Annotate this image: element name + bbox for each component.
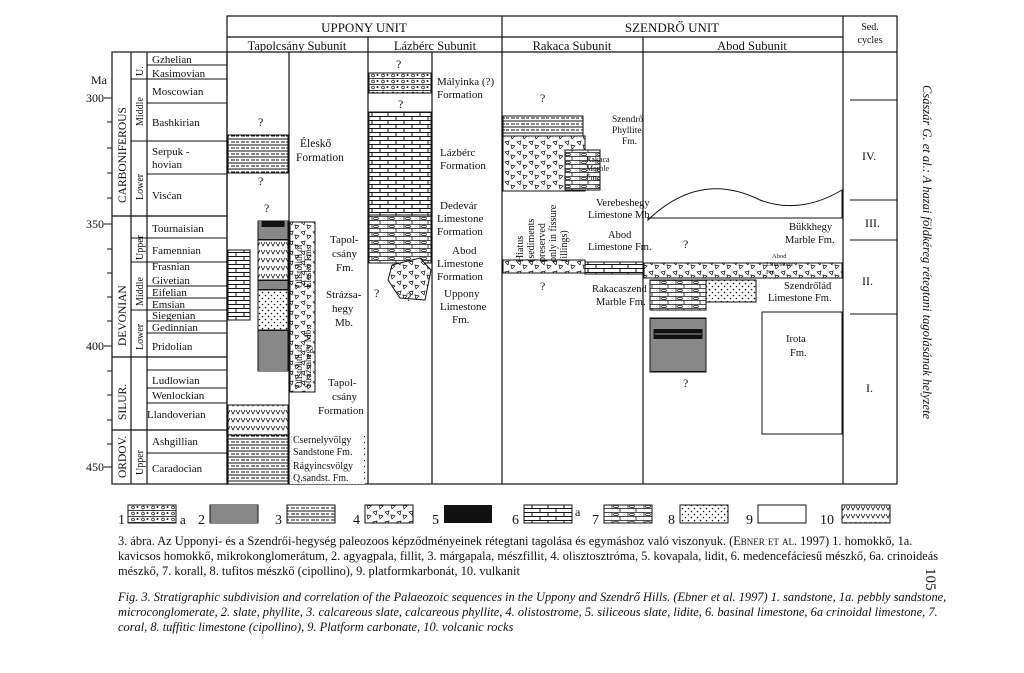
- legend: [118, 505, 890, 528]
- abod-lz-1: Abod: [452, 245, 477, 257]
- cycles-label: cycles: [857, 35, 883, 46]
- legend-swatch-5: [444, 505, 492, 523]
- szlad-1: Szendrőlád: [784, 281, 832, 292]
- q-tap-2: ?: [258, 174, 264, 188]
- caption-hu-legend: 1. homokkő, 1a. kavicsos homokkő, mikrokonglomerátum, 2. agyagpala, fillit, 3. márgapala, mészfillit, 4. olisztosztróma, 5. kovapala, lidit, 6. medencefáciesű mészkő, 6a. crinoideás mészkő, 7. korall, 8. tufitos mészkő (cipollino), 9. platformkarbonát, 10. vulkanit: [118, 534, 939, 578]
- vereb-2: Limestone Mb.: [588, 210, 653, 221]
- q-laz-1: ?: [396, 57, 402, 71]
- szphyl-3: Fm.: [622, 137, 638, 147]
- lazberc-fm-2: Formation: [440, 160, 486, 172]
- tapolcsany2-1: Tapol-: [328, 377, 357, 389]
- rakmarb-1: Rakaca: [586, 155, 610, 164]
- dedevar-1: Dedevár: [440, 200, 478, 212]
- legend-swatch-3: [287, 505, 335, 523]
- cycle-i: I.: [866, 381, 873, 395]
- rakasz-2: Marble Fm.: [596, 297, 646, 308]
- lazberc-fm-1: Lázbérc: [440, 147, 476, 159]
- szphyl-2: Phyllite: [612, 126, 642, 136]
- stage-pridolian: Pridolian: [152, 341, 193, 353]
- q-abod-2: ?: [683, 376, 689, 390]
- szendro-unit-title: SZENDRŐ UNIT: [624, 20, 720, 35]
- abodfm-1: Abod: [608, 230, 632, 241]
- cycle-iii: III.: [865, 216, 880, 230]
- tapolcsany-fm-1: Tapol-: [330, 234, 359, 246]
- legend-swatch-10: [842, 505, 890, 523]
- legend-num-3: 3: [275, 513, 282, 528]
- stage-llandoverian: Llandoverian: [147, 409, 206, 421]
- uppony-unit-title: UPPONY UNIT: [321, 20, 407, 35]
- stage-famennian: Famennian: [152, 245, 201, 257]
- ragy-1: Rágyincsvölgy: [293, 461, 353, 472]
- ragy-2: Q.sandst. Fm.: [293, 473, 349, 484]
- age-350: 350: [86, 217, 104, 231]
- series-u: U.: [135, 66, 146, 76]
- legend-num-5: 5: [432, 513, 439, 528]
- strazsa-2: hegy: [332, 303, 354, 315]
- malyinka-1: Mályinka (?): [437, 76, 495, 88]
- bukk-2: Marble Fm.: [785, 235, 835, 246]
- page-number: 105: [922, 568, 938, 591]
- caption-english: Fig. 3. Stratigraphic subdivision and correlation of the Palaeozoic sequences in the Uppony and Szendrő Hills. (Ebner et al. 1997) 1. sandstone, 1a. pebbly sandstone, microconglomerate, 2. slate, phyllite, 3. calcareous slate, calcareous phyllite, 4. olistostrome, 5. siliceous slate, lidite, 6. basinal limestone, 6a crinoidal limestone, 7. coral, 8. tuffitic limestone (cipollino), 9. Platform carbonate, 10. volcanic rocks: [118, 590, 947, 634]
- stage-tournaisian: Tournaisian: [152, 223, 204, 235]
- rakasz-1: Rakacaszend: [592, 284, 647, 295]
- q-rak-1: ?: [540, 91, 546, 105]
- stage-bashkirian: Bashkirian: [152, 117, 200, 129]
- szphyl-1: Szendrő: [612, 115, 644, 125]
- legend-num-1a: a: [180, 512, 186, 527]
- stage-gedinnian: Gedinnian: [152, 322, 198, 334]
- running-header: [920, 85, 952, 465]
- olist-strazsa-1: Olistolith of: [294, 344, 304, 388]
- stage-kasimovian: Kasimovian: [152, 68, 206, 80]
- legend-num-6: 6: [512, 513, 519, 528]
- stage-siegenian: Siegenian: [152, 310, 196, 322]
- vereb-1: Verebeshegy: [596, 198, 650, 209]
- hiatus-5: fillings): [559, 230, 570, 262]
- age-400: 400: [86, 339, 104, 353]
- rakmarb-2: Marble: [586, 164, 610, 173]
- elesko-1: Éleskő: [300, 138, 332, 150]
- abodsm-1: Abod: [772, 253, 787, 260]
- age-ticks: [104, 98, 112, 467]
- series-upper-dev: Upper: [135, 235, 146, 260]
- cycle-iv: IV.: [862, 149, 877, 163]
- hiatus-1: Hiatus: [515, 235, 526, 262]
- elesko-2: Formation: [296, 152, 344, 164]
- caption-hu-ref: Ebner et al.: [733, 534, 798, 548]
- caption-hu-body: Az Upponyi- és a Szendrői-hegység paleozoos képződményeinek rétegtani tagolása és egymáshoz való viszonyuk. (: [157, 534, 734, 548]
- system-devonian: DEVONIAN: [117, 285, 129, 346]
- strazsa-1: Strázsa-: [326, 289, 362, 301]
- legend-num-1: 1: [118, 513, 125, 528]
- q-rak-2: ?: [540, 279, 546, 293]
- tapolcsany-fm-2: csány: [332, 248, 358, 260]
- legend-swatch-1: [128, 505, 176, 523]
- cycle-ii: II.: [862, 274, 873, 288]
- age-300: 300: [86, 91, 104, 105]
- series-middle-carb: Middle: [135, 97, 146, 126]
- stage-frasnian: Frasnian: [152, 261, 190, 273]
- tapolcsany2-3: Formation: [318, 405, 364, 417]
- hiatus-2: (sediments: [526, 218, 537, 262]
- olist-elesko-1: Olistolith of: [294, 244, 304, 288]
- system-ordovician: ORDOV.: [117, 435, 129, 478]
- sed-label: Sed.: [861, 22, 879, 33]
- stage-serpukhovian-1: Serpuk -: [152, 146, 190, 158]
- tapolcsany-subunit: Tapolcsány Subunit: [247, 39, 347, 53]
- age-450: 450: [86, 460, 104, 474]
- legend-num-9: 9: [746, 513, 753, 528]
- caption-hu-label: 3. ábra.: [118, 534, 155, 548]
- legend-num-7: 7: [592, 513, 599, 528]
- legend-swatch-2: [210, 505, 258, 523]
- legend-swatch-6: [524, 505, 572, 523]
- series-middle-dev: Middle: [135, 277, 146, 306]
- system-silurian: SILUR.: [117, 383, 129, 420]
- series-upper-ord: Upper: [135, 450, 146, 475]
- q-abod-1: ?: [683, 237, 689, 251]
- lazberc-subunit: Lázbérc Subunit: [393, 39, 477, 53]
- series-lower-carb: Lower: [135, 173, 146, 200]
- stage-eifelian: Eifelian: [152, 287, 187, 299]
- caption-hu-year: 1997): [797, 534, 830, 548]
- stage-wenlockian: Wenlockian: [152, 390, 205, 402]
- legend-swatch-8: [680, 505, 728, 523]
- legend-swatch-4: [365, 505, 413, 523]
- stage-ashgillian: Ashgillian: [152, 436, 198, 448]
- irota-2: Fm.: [790, 348, 807, 359]
- abod-lz-3: Formation: [437, 271, 483, 283]
- uppony-1: Uppony: [444, 288, 480, 300]
- legend-num-8: 8: [668, 513, 675, 528]
- rakaca-subunit: Rakaca Subunit: [532, 39, 612, 53]
- cserne-2: Sandstone Fm.: [293, 447, 353, 458]
- legend-swatch-9: [758, 505, 806, 523]
- uppony-3: Fm.: [452, 314, 470, 326]
- dedevar-2: Limestone: [437, 213, 484, 225]
- abod-lz-2: Limestone: [437, 258, 484, 270]
- tapolcsany2-2: csány: [332, 391, 358, 403]
- ma-label: Ma: [91, 73, 107, 87]
- q-tap-1: ?: [258, 115, 264, 129]
- uppony-2: Limestone: [440, 301, 487, 313]
- olist-elesko-2: Éleskő Fm.: [303, 246, 313, 288]
- stage-moscowian: Moscowian: [152, 86, 204, 98]
- stage-givetian: Givetian: [152, 275, 190, 287]
- legend-swatch-7: [604, 505, 652, 523]
- irota-1: Irota: [786, 334, 806, 345]
- q-tap-3: ?: [264, 201, 270, 215]
- dedevar-3: Formation: [437, 226, 483, 238]
- series-lower-dev: Lower: [135, 323, 146, 350]
- stage-visean: Visćan: [152, 190, 182, 202]
- abod-subunit: Abod Subunit: [717, 39, 787, 53]
- q-laz-4: ?: [406, 290, 412, 304]
- tapolcsany-fm-3: Fm.: [336, 262, 354, 274]
- rakmarb-3: Fm.: [586, 173, 599, 182]
- stage-emsian: Emsian: [152, 299, 185, 311]
- q-laz-3: ?: [374, 286, 380, 300]
- stage-labels: [147, 54, 206, 475]
- caption-hungarian: [118, 534, 948, 579]
- legend-num-2: 2: [198, 513, 205, 528]
- szlad-2: Limestone Fm.: [768, 293, 832, 304]
- malyinka-2: Formation: [437, 89, 483, 101]
- legend-num-4: 4: [353, 513, 360, 528]
- stage-serpukhovian-2: hovian: [152, 159, 182, 171]
- stage-caradocian: Caradocian: [152, 463, 203, 475]
- strazsa-3: Mb.: [335, 317, 354, 329]
- cserne-1: Csernelyvölgy: [293, 435, 352, 446]
- running-header-text: Császár G. et al.: A hazai földkéreg rétegtani tagolásának helyzete: [920, 85, 934, 420]
- hiatus-3: preserved: [537, 223, 548, 262]
- abodfm-2: Limestone Fm.: [588, 242, 652, 253]
- abodsm-3: Fm: [766, 269, 775, 276]
- stage-gzhelian: Gzhelian: [152, 54, 192, 66]
- olist-strazsa-2: Strázsahegy Mb.: [303, 327, 313, 388]
- hiatus-4: only in fissure: [548, 204, 559, 262]
- stage-ludlowian: Ludlowian: [152, 375, 200, 387]
- bukk-1: Bükkhegy: [789, 222, 833, 233]
- q-laz-2: ?: [398, 97, 404, 111]
- system-carboniferous: CARBONIFEROUS: [117, 107, 129, 203]
- legend-num-10: 10: [820, 513, 834, 528]
- abodsm-2: Limestone: [766, 261, 794, 268]
- legend-num-6a: a: [575, 505, 581, 519]
